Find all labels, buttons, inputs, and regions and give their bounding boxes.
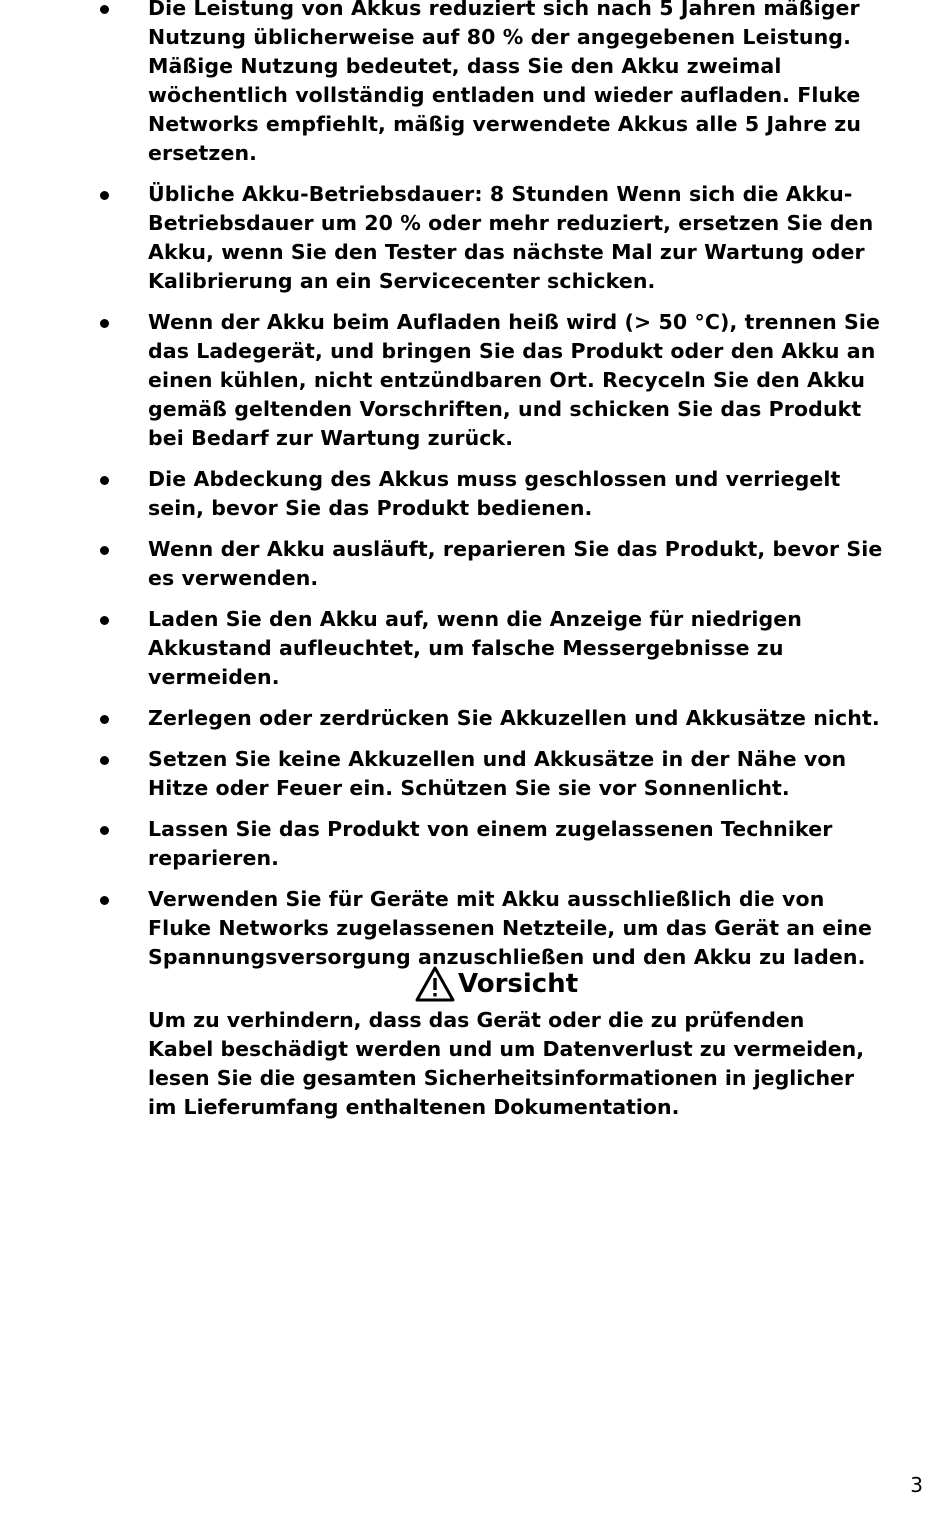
list-item-text: Lassen Sie das Produkt von einem zugelassenen Techniker reparieren. <box>148 817 833 870</box>
caution-text-line: lesen Sie die gesamten Sicherheitsinformationen in jeglicher <box>148 1066 855 1090</box>
list-item-text: Wenn der Akku beim Aufladen heiß wird (> 50 °C), trennen Sie das Ladegerät, und bringen Sie das Produkt oder den Akku an einen kühlen, nicht entzündbaren Ort. Recyceln Sie den Akku gemäß geltenden Vorschriften, und schicken Sie das Produkt bei Bedarf zur Wartung zurück. <box>148 310 881 450</box>
list-item <box>0 465 950 523</box>
caution-text-line: im Lieferumfang enthaltenen Dokumentation. <box>148 1095 680 1119</box>
bullet-icon <box>100 5 109 14</box>
list-item <box>0 605 950 692</box>
list-item <box>0 0 950 168</box>
bullet-icon <box>100 715 109 724</box>
caution-text <box>148 1006 868 1122</box>
caution-title: Vorsicht <box>458 969 579 999</box>
list-item-text: Laden Sie den Akku auf, wenn die Anzeige für niedrigen Akkustand aufleuchtet, um falsche Messergebnisse zu vermeiden. <box>148 607 802 689</box>
caution-text-line: Kabel beschädigt werden und um Datenverlust zu vermeiden, <box>148 1037 865 1061</box>
list-item-text: Die Abdeckung des Akkus muss geschlossen und verriegelt sein, bevor Sie das Produkt bedienen. <box>148 467 841 520</box>
bullet-icon <box>100 546 109 555</box>
caution-heading-group <box>414 964 578 1004</box>
list-item <box>0 535 950 593</box>
bullet-icon <box>100 896 109 905</box>
bullet-icon <box>100 476 109 485</box>
bullet-icon <box>100 756 109 765</box>
bullet-icon <box>100 319 109 328</box>
list-item <box>0 180 950 296</box>
list-item-text: Verwenden Sie für Geräte mit Akku ausschließlich die von Fluke Networks zugelassenen Netzteile, um das Gerät an eine Spannungsversorgung anzuschließen und den Akku zu laden. <box>148 887 873 969</box>
warning-triangle-icon <box>414 965 456 1003</box>
list-item <box>0 745 950 803</box>
bullet-icon <box>100 616 109 625</box>
caution-text-line: Um zu verhindern, dass das Gerät oder die zu prüfenden <box>148 1008 805 1032</box>
list-item-text: Übliche Akku-Betriebsdauer: 8 Stunden Wenn sich die Akku-Betriebsdauer um 20 % oder mehr reduziert, ersetzen Sie den Akku, wenn Sie den Tester das nächste Mal zur Wartung oder Kalibrierung an ein Servicecenter schicken. <box>148 182 874 293</box>
list-item-text: Die Leistung von Akkus reduziert sich nach 5 Jahren mäßiger Nutzung üblicherweise auf 80 % der angegebenen Leistung. Mäßige Nutzung bedeutet, dass Sie den Akku zweimal wöchentlich vollständig entladen und wieder aufladen. Fluke Networks empfiehlt, mäßig verwendete Akkus alle 5 Jahre zu ersetzen. <box>148 0 862 165</box>
bullet-icon <box>100 826 109 835</box>
list-item <box>0 308 950 453</box>
list-item-text: Zerlegen oder zerdrücken Sie Akkuzellen und Akkusätze nicht. <box>148 706 880 730</box>
list-item-text: Setzen Sie keine Akkuzellen und Akkusätze in der Nähe von Hitze oder Feuer ein. Schützen Sie sie vor Sonnenlicht. <box>148 747 847 800</box>
bullet-icon <box>100 191 109 200</box>
caution-heading <box>148 964 868 1004</box>
list-item-text: Wenn der Akku ausläuft, reparieren Sie das Produkt, bevor Sie es verwenden. <box>148 537 883 590</box>
list-item <box>0 815 950 873</box>
page-number: 3 <box>910 1473 923 1497</box>
list-item <box>0 885 950 972</box>
list-item <box>0 704 950 733</box>
